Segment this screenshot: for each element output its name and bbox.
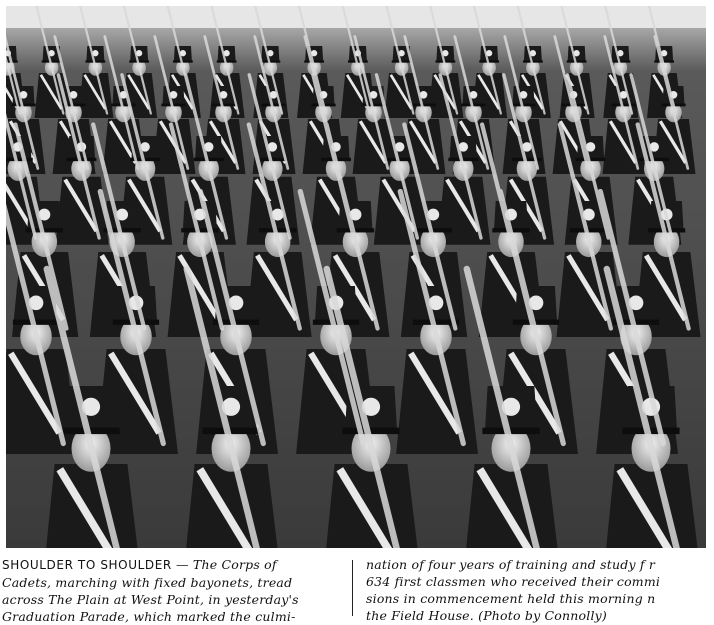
caption-line: the Field House. (Photo by Connolly)	[366, 608, 607, 623]
caption-line: nation of four years of training and study f r	[366, 557, 656, 572]
caption-right-column	[366, 556, 708, 624]
photo-caption	[0, 556, 714, 622]
caption-line: across The Plain at West Point, in yesterday's	[2, 592, 299, 607]
caption-line: Graduation Parade, which marked the culmi-	[2, 609, 296, 624]
caption-left-column	[2, 556, 342, 625]
caption-line: 634 first classmen who received their commi	[366, 574, 661, 589]
caption-line: sions in commencement held this morning n	[366, 591, 656, 606]
column-divider	[352, 560, 353, 616]
caption-lead: SHOULDER TO SHOULDER	[2, 558, 172, 572]
parade-photo	[6, 6, 706, 548]
caption-text: — The Corps of	[176, 557, 277, 572]
caption-line	[2, 556, 342, 574]
caption-line: Cadets, marching with fixed bayonets, tread	[2, 575, 293, 590]
